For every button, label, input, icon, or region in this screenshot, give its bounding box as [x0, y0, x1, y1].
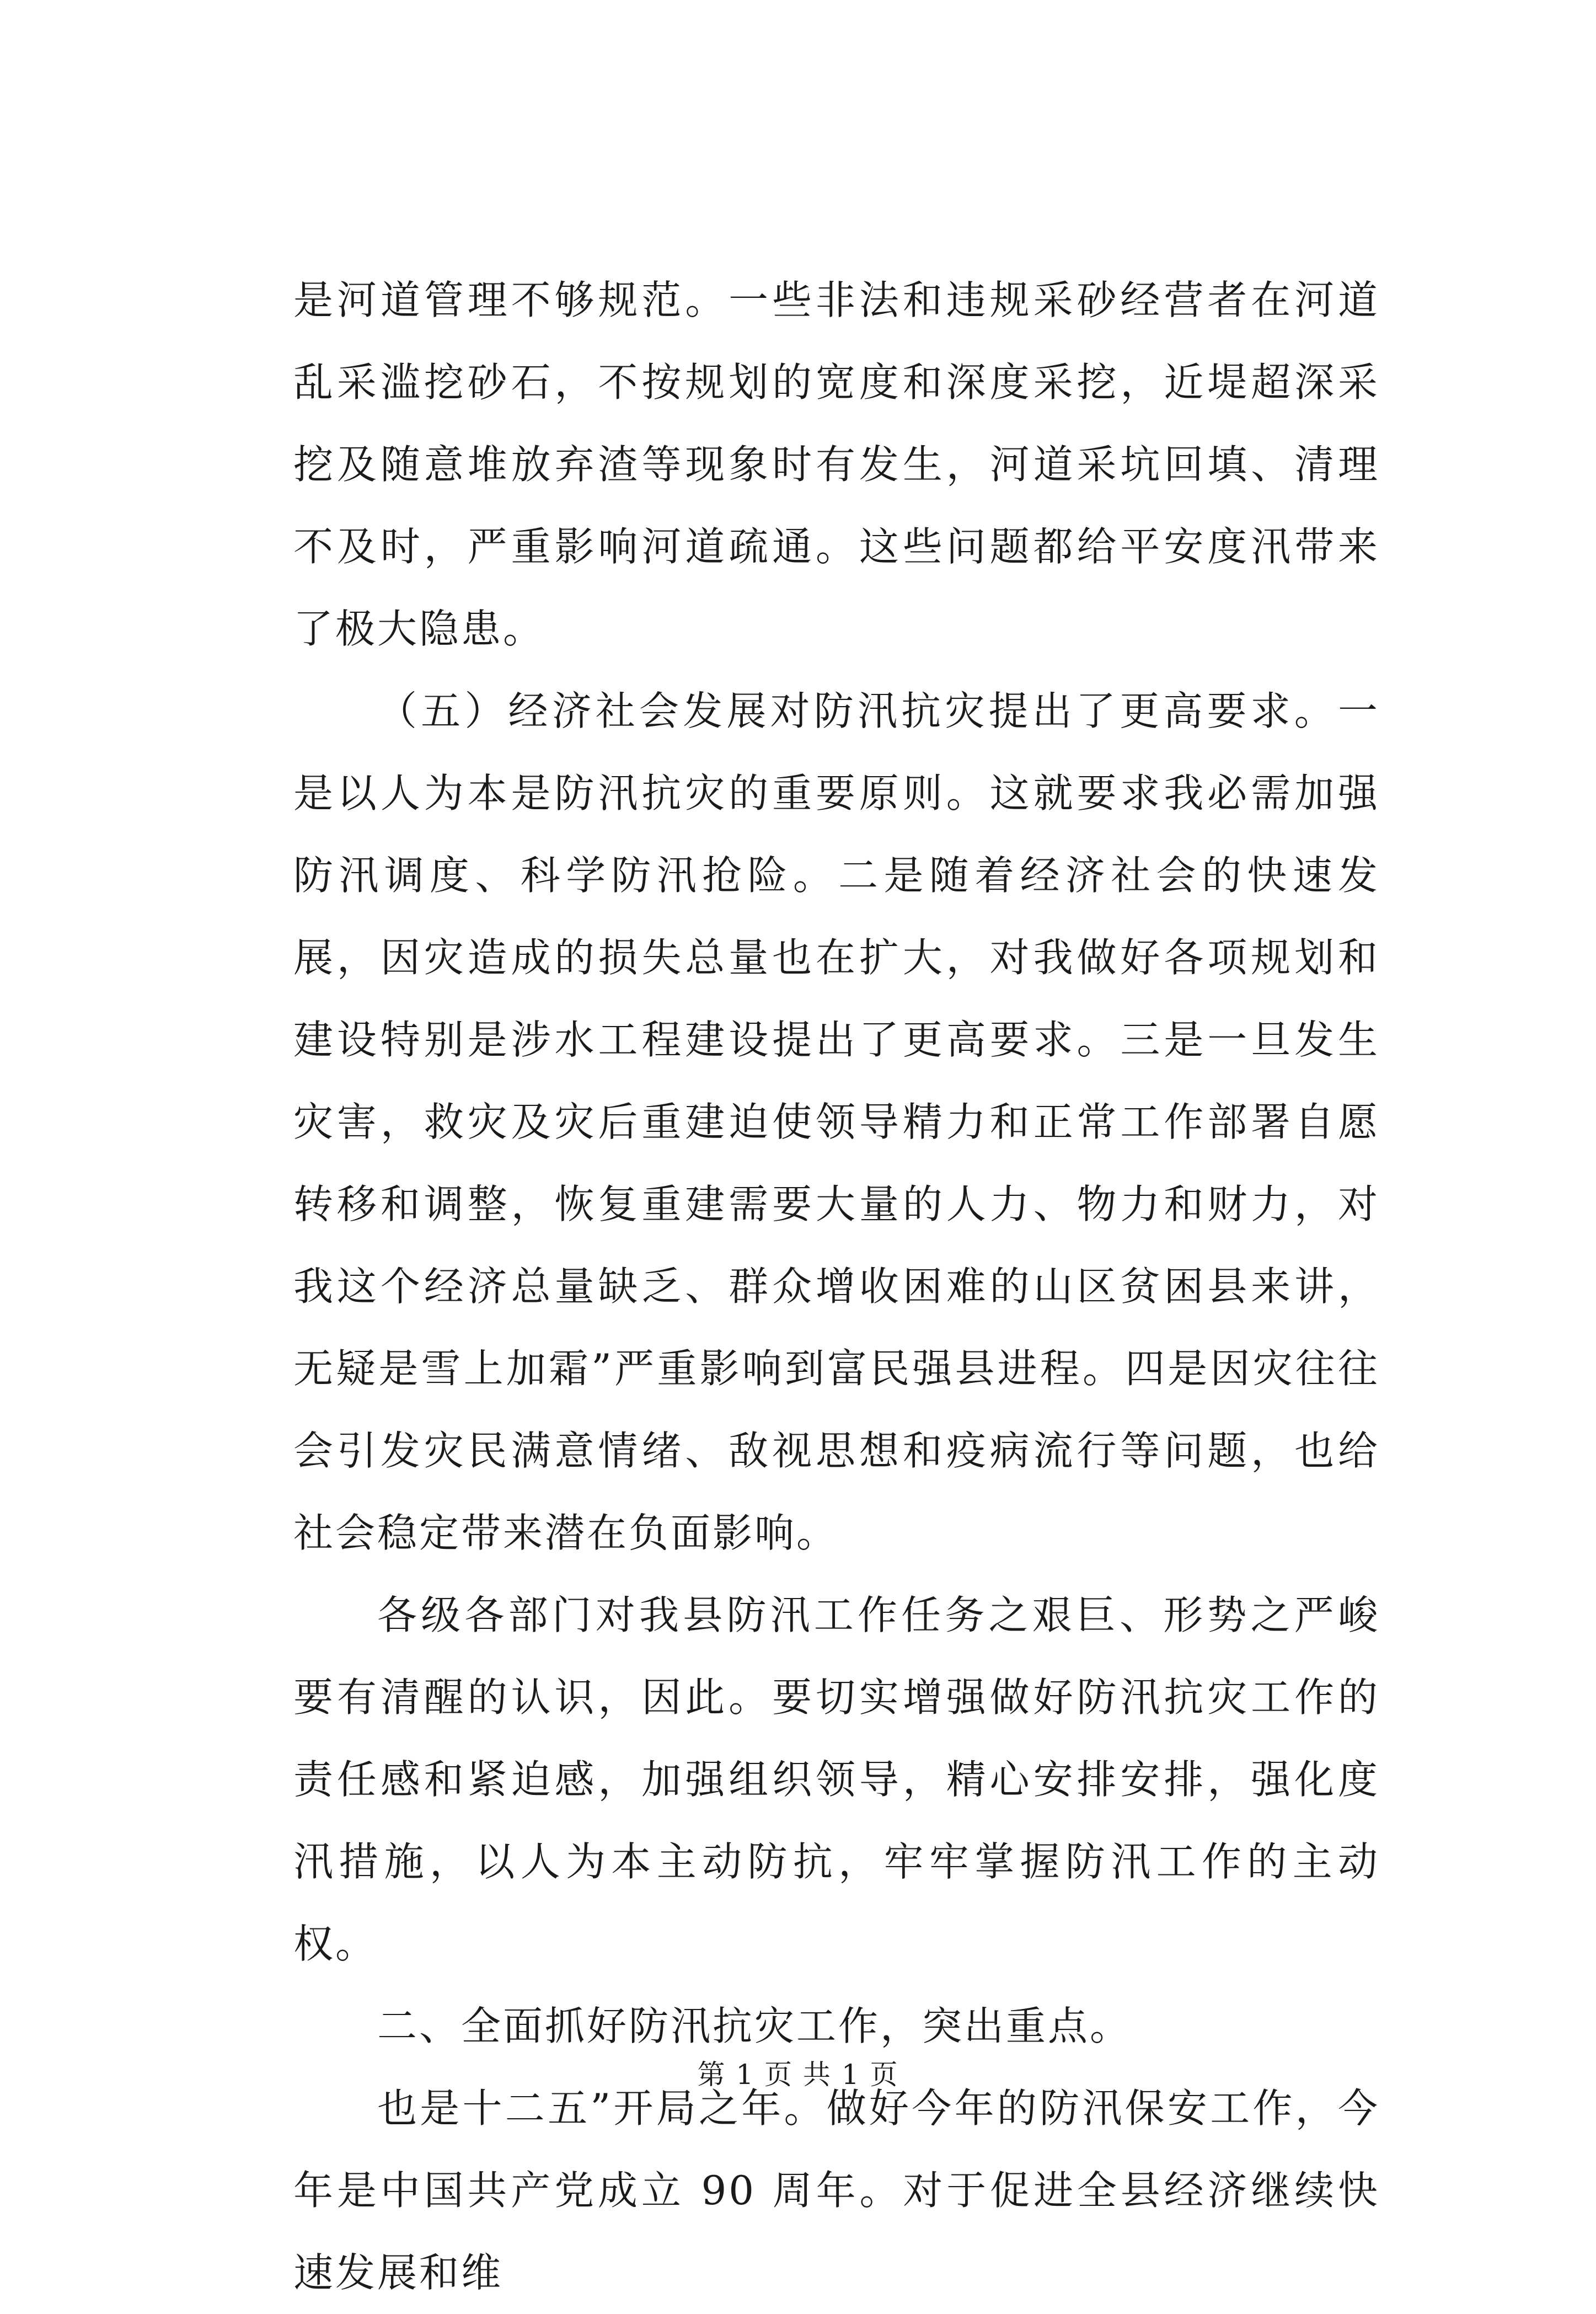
page-footer: 第 1 页 共 1 页: [697, 2059, 899, 2091]
paragraph-economic-development: （五）经济社会发展对防汛抗灾提出了更高要求。一是以人为本是防汛抗灾的重要原则。这就要求我必需加强防汛调度、科学防汛抢险。二是随着经济社会的快速发展，因灾造成的损失总量也在扩大，对我做好各项规划和建设特别是涉水工程建设提出了更高要求。三是一旦发生灾害，救灾及灾后重建迫使领导精力和正常工作部署自愿转移和调整，恢复重建需要大量的人力、物力和财力，对我这个经济总量缺乏、群众增收困难的山区贫困县来讲，无疑是雪上加霜”严重影响到富民强县进程。四是因灾往往会引发灾民满意情绪、敌视思想和疫病流行等问题，也给社会稳定带来潜在负面影响。: [293, 688, 1380, 1556]
paragraph-river-management: 是河道管理不够规范。一些非法和违规采砂经营者在河道乱采滥挖砂石，不按规划的宽度和深度采挖，近堤超深采挖及随意堆放弃渣等现象时有发生，河道采坑回填、清理不及时，严重影响河道疏通。这些问题都给平安度汛带来了极大隐患。: [293, 277, 1380, 652]
paragraph-anniversary: 也是十二五”开局之年。做好今年的防汛保安工作，今年是中国共产党成立 90 周年。对于促进全县经济继续快速发展和维: [293, 2085, 1380, 2296]
paragraph-department-awareness: 各级各部门对我县防汛工作任务之艰巨、形势之严峻要有清醒的认识，因此。要切实增强做好防汛抗灾工作的责任感和紧迫感，加强组织领导，精心安排安排，强化度汛措施，以人为本主动防抗，牢牢掌握防汛工作的主动权。: [293, 1592, 1380, 1967]
document-body: [293, 259, 1380, 2314]
section-heading-two: 二、全面抓好防汛抗灾工作，突出重点。: [377, 2003, 1132, 2049]
